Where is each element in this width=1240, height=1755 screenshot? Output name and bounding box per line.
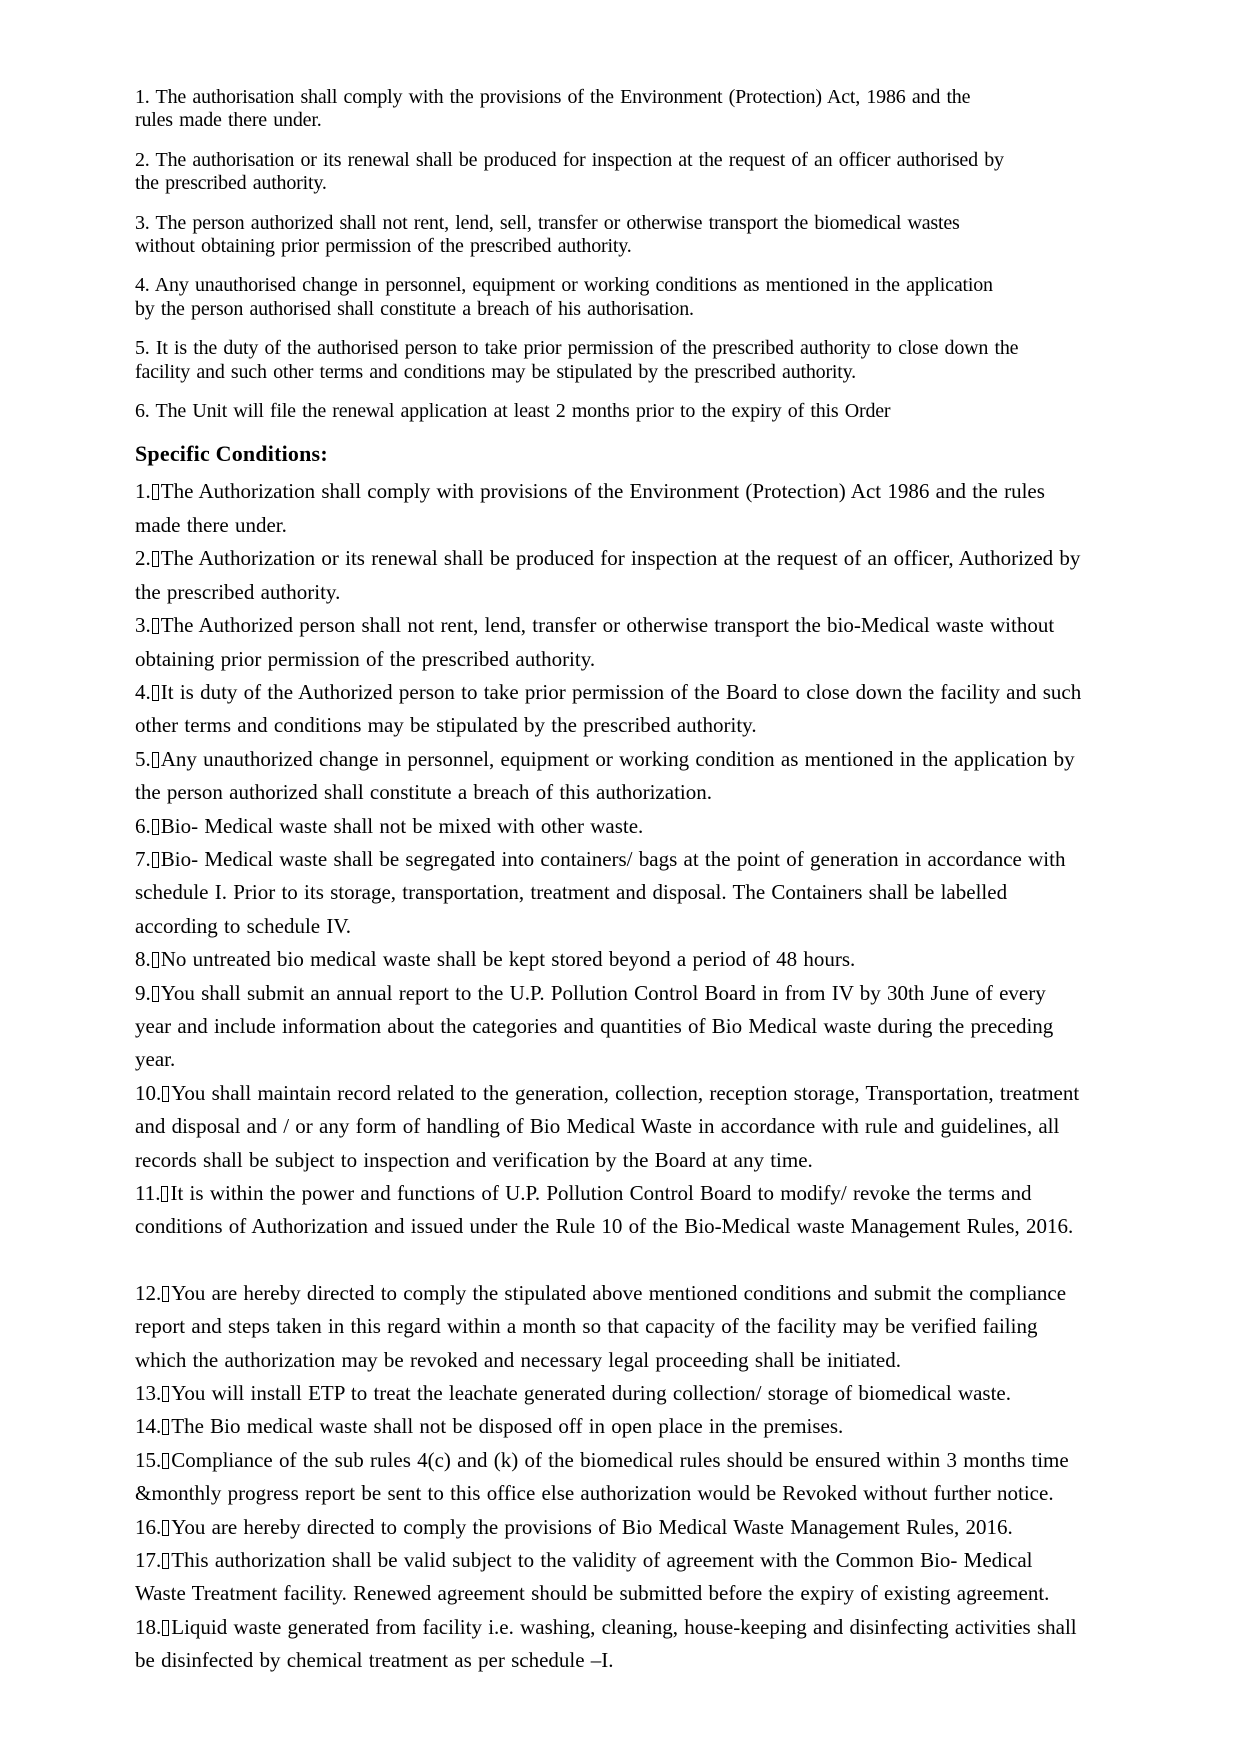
condition-item (135, 1410, 1180, 1443)
tab-box-glyph (152, 752, 159, 768)
condition-line: report and steps taken in this regard within a month so that capacity of the facility may be verified failing (135, 1314, 1038, 1339)
condition-line: made there under. (135, 512, 287, 537)
condition-text: You will install ETP to treat the leachate generated during collection/ storage of biomedical waste. (171, 1381, 1012, 1406)
condition-item (135, 1277, 1180, 1377)
item-number: 2. (135, 546, 151, 571)
condition-text: Liquid waste generated from facility i.e. washing, cleaning, house-keeping and disinfecting activities shall (171, 1614, 1077, 1639)
item-number: 14. (135, 1414, 162, 1439)
condition-text: You are hereby directed to comply the stipulated above mentioned conditions and submit the compliance (171, 1280, 1067, 1305)
condition-item (135, 676, 1180, 743)
condition-text: The Authorization shall comply with provisions of the Environment (Protection) Act 1986 and the rules (160, 479, 1045, 504)
condition-line: the prescribed authority. (135, 579, 341, 604)
tab-box-glyph (161, 1186, 168, 1202)
condition-line (135, 1177, 1180, 1210)
condition-line: conditions of Authorization and issued under the Rule 10 of the Bio-Medical waste Management Rules, 2016. (135, 1214, 1074, 1239)
item-number: 13. (135, 1381, 162, 1406)
condition-line (135, 943, 1180, 976)
item-number: 6. (135, 813, 151, 838)
tab-box-glyph (162, 1620, 169, 1636)
item-number: 17. (135, 1548, 162, 1573)
specific-conditions-heading: Specific Conditions: (135, 441, 328, 467)
tab-box-glyph (152, 484, 159, 500)
condition-line: 6. The Unit will file the renewal application at least 2 months prior to the expiry of this Order (135, 400, 891, 423)
condition-paragraph (135, 274, 1180, 321)
condition-item (135, 1444, 1180, 1511)
condition-line (135, 1377, 1180, 1410)
condition-line: 3. The person authorized shall not rent, lend, sell, transfer or otherwise transport the biomedical wastes (135, 211, 960, 234)
condition-line (135, 977, 1180, 1010)
condition-item (135, 475, 1180, 542)
condition-line (135, 609, 1180, 642)
condition-item (135, 977, 1180, 1077)
tab-box-glyph (162, 1453, 169, 1469)
item-number: 10. (135, 1080, 162, 1105)
condition-line (135, 843, 1180, 876)
condition-line (135, 1444, 1180, 1477)
condition-paragraph (135, 212, 1180, 259)
condition-line (135, 810, 1180, 843)
condition-line: 2. The authorisation or its renewal shall be produced for inspection at the request of an officer authorised by (135, 148, 1004, 171)
condition-line (135, 1410, 1180, 1443)
condition-line (135, 676, 1180, 709)
condition-text: No untreated bio medical waste shall be kept stored beyond a period of 48 hours. (160, 947, 856, 972)
item-number: 5. (135, 337, 150, 360)
condition-line: schedule I. Prior to its storage, transportation, treatment and disposal. The Containers shall be labelled (135, 880, 1008, 905)
condition-text: The Authorized person shall not rent, lend, transfer or otherwise transport the bio-Medical waste without (160, 613, 1055, 638)
condition-line: the prescribed authority. (135, 172, 327, 195)
tab-box-glyph (162, 1553, 169, 1569)
condition-line: year. (135, 1047, 176, 1072)
condition-text: You shall submit an annual report to the U.P. Pollution Control Board in from IV by 30th June of every (160, 980, 1046, 1005)
condition-item (135, 943, 1180, 976)
condition-item (135, 1611, 1180, 1678)
condition-line: which the authorization may be revoked and necessary legal proceeding shall be initiated. (135, 1347, 901, 1372)
condition-paragraph (135, 337, 1180, 384)
condition-line: by the person authorised shall constitute a breach of his authorisation. (135, 297, 694, 320)
condition-text: It is duty of the Authorized person to take prior permission of the Board to close down the facility and such (160, 679, 1082, 704)
condition-text: It is within the power and functions of U.P. Pollution Control Board to modify/ revoke the terms and (170, 1181, 1032, 1205)
condition-text: Any unauthorized change in personnel, equipment or working condition as mentioned in the application by (160, 746, 1075, 771)
tab-box-glyph (152, 819, 159, 835)
item-number: 4. (135, 679, 151, 704)
condition-line: Waste Treatment facility. Renewed agreement should be submitted before the expiry of existing agreement. (135, 1581, 1050, 1606)
condition-line: rules made there under. (135, 109, 322, 132)
condition-line: year and include information about the categories and quantities of Bio Medical waste during the preceding (135, 1013, 1054, 1038)
condition-line (135, 743, 1180, 776)
condition-paragraph (135, 86, 1180, 133)
condition-item (135, 843, 1180, 943)
tab-box-glyph (162, 1520, 169, 1536)
condition-line: obtaining prior permission of the prescribed authority. (135, 646, 596, 671)
item-number: 4. (135, 274, 150, 297)
item-number: 3. (135, 211, 150, 234)
condition-text: You are hereby directed to comply the provisions of Bio Medical Waste Management Rules, 2016. (171, 1514, 1013, 1539)
tab-box-glyph (162, 1286, 169, 1302)
tab-box-glyph (152, 618, 159, 634)
condition-item (135, 542, 1180, 609)
condition-item (135, 1177, 1180, 1244)
condition-item (135, 743, 1180, 810)
condition-line (135, 475, 1180, 508)
condition-text: Bio- Medical waste shall not be mixed with other waste. (160, 813, 644, 838)
general-conditions-section (135, 86, 1180, 423)
condition-line (135, 1611, 1180, 1644)
item-number: 9. (135, 980, 151, 1005)
item-number: 7. (135, 846, 151, 871)
item-number: 6. (135, 400, 150, 423)
tab-box-glyph (152, 952, 159, 968)
condition-line: according to schedule IV. (135, 913, 352, 938)
condition-text: You shall maintain record related to the generation, collection, reception storage, Transportation, treatment (171, 1080, 1080, 1105)
condition-item (135, 1077, 1180, 1177)
tab-box-glyph (152, 551, 159, 567)
item-number: 11. (135, 1181, 161, 1205)
condition-paragraph (135, 400, 1180, 423)
condition-text: Compliance of the sub rules 4(c) and (k) of the biomedical rules should be ensured within 3 months time (171, 1447, 1069, 1472)
condition-line: without obtaining prior permission of the prescribed authority. (135, 235, 632, 258)
condition-paragraph (135, 149, 1180, 196)
condition-item (135, 1544, 1180, 1611)
condition-line: 1. The authorisation shall comply with the provisions of the Environment (Protection) Act, 1986 and the (135, 86, 971, 108)
condition-line: 4. Any unauthorised change in personnel, equipment or working conditions as mentioned in the application (135, 274, 993, 297)
condition-item (135, 609, 1180, 676)
condition-line: be disinfected by chemical treatment as per schedule –I. (135, 1648, 614, 1673)
condition-line: other terms and conditions may be stipulated by the prescribed authority. (135, 713, 757, 738)
condition-item (135, 1511, 1180, 1544)
condition-line (135, 1077, 1180, 1110)
condition-line: facility and such other terms and conditions may be stipulated by the prescribed authority. (135, 360, 856, 383)
condition-line: records shall be subject to inspection and verification by the Board at any time. (135, 1147, 813, 1172)
tab-box-glyph (152, 986, 159, 1002)
item-number: 2. (135, 148, 150, 171)
condition-line: and disposal and / or any form of handling of Bio Medical Waste in accordance with rule and guidelines, all (135, 1114, 1060, 1139)
condition-line (135, 542, 1180, 575)
tab-box-glyph (152, 685, 159, 701)
item-number: 1. (135, 479, 151, 504)
condition-line (135, 1277, 1180, 1310)
item-number: 18. (135, 1614, 162, 1639)
condition-line: 5. It is the duty of the authorised person to take prior permission of the prescribed authority to close down the (135, 337, 1019, 360)
specific-conditions-section (135, 475, 1180, 1677)
condition-text: The Bio medical waste shall not be disposed off in open place in the premises. (171, 1414, 844, 1439)
item-number: 12. (135, 1280, 162, 1305)
item-number: 3. (135, 613, 151, 638)
condition-item (135, 810, 1180, 843)
condition-line: &monthly progress report be sent to this office else authorization would be Revoked without further notice. (135, 1481, 1054, 1506)
condition-line (135, 1544, 1180, 1577)
tab-box-glyph (152, 852, 159, 868)
tab-box-glyph (162, 1419, 169, 1435)
condition-text: The Authorization or its renewal shall be produced for inspection at the request of an officer, Authorized by (160, 546, 1081, 571)
condition-line: the person authorized shall constitute a breach of this authorization. (135, 780, 712, 805)
item-number: 15. (135, 1447, 162, 1472)
item-number: 16. (135, 1514, 162, 1539)
condition-text: Bio- Medical waste shall be segregated into containers/ bags at the point of generation in accordance with (160, 846, 1066, 871)
condition-text: This authorization shall be valid subject to the validity of agreement with the Common Bio- Medical (171, 1548, 1033, 1573)
condition-line (135, 1511, 1180, 1544)
condition-item (135, 1377, 1180, 1410)
item-number: 5. (135, 746, 151, 771)
tab-box-glyph (162, 1386, 169, 1402)
item-number: 8. (135, 947, 151, 972)
tab-box-glyph (162, 1086, 169, 1102)
item-number: 1. (135, 86, 150, 108)
